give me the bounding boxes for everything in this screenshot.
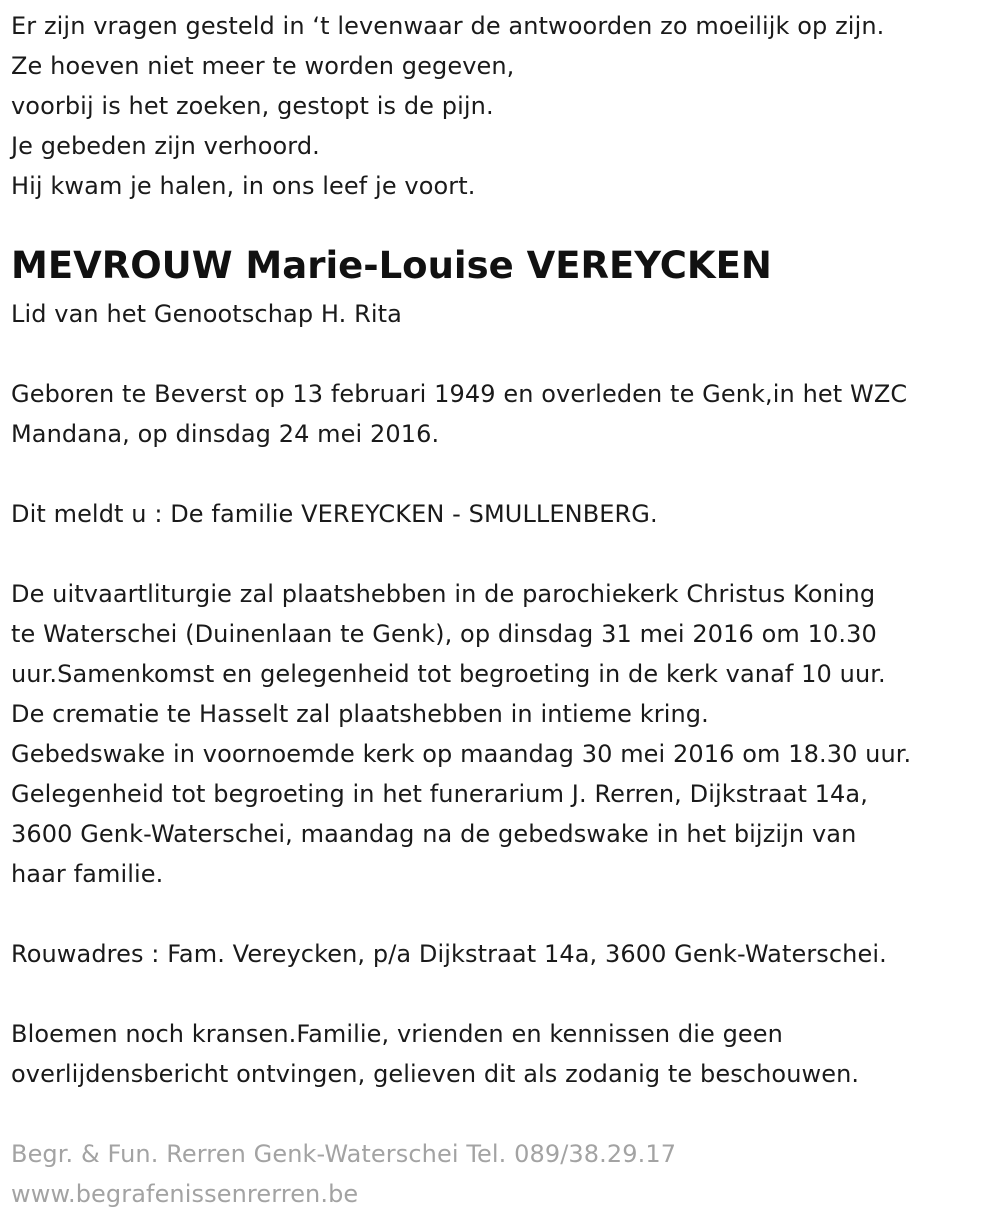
poem-line: voorbij is het zoeken, gestopt is de pijn. [11, 92, 494, 120]
poem-line: Ze hoeven niet meer te worden gegeven, [11, 52, 515, 80]
paragraph-line: Mandana, op dinsdag 24 mei 2016. [11, 420, 440, 448]
poem-line: Er zijn vragen gesteld in ‘t levenwaar de antwoorden zo moeilijk op zijn. [11, 12, 885, 40]
mourning-address-paragraph [11, 934, 887, 974]
deceased-name-heading: MEVROUW Marie-Louise VEREYCKEN [11, 244, 772, 287]
paragraph-line: uur.Samenkomst en gelegenheid tot begroeting in de kerk vanaf 10 uur. [11, 660, 886, 688]
undertaker-footer [11, 1134, 676, 1214]
paragraph-line: haar familie. [11, 860, 164, 888]
paragraph-line: Geboren te Beverst op 13 februari 1949 en overleden te Genk,in het WZC [11, 380, 908, 408]
undertaker-contact: Begr. & Fun. Rerren Genk-Waterschei Tel. 089/38.29.17 [11, 1140, 677, 1168]
membership-subtitle: Lid van het Genootschap H. Rita [11, 300, 402, 328]
paragraph-line: Bloemen noch kransen.Familie, vrienden en kennissen die geen [11, 1020, 783, 1048]
paragraph-line: 3600 Genk-Waterschei, maandag na de gebedswake in het bijzijn van [11, 820, 857, 848]
poem-line: Hij kwam je halen, in ons leef je voort. [11, 172, 476, 200]
paragraph-line: Gelegenheid tot begroeting in het funerarium J. Rerren, Dijkstraat 14a, [11, 780, 868, 808]
paragraph-line: De crematie te Hasselt zal plaatshebben in intieme kring. [11, 700, 709, 728]
paragraph-line: Gebedswake in voornoemde kerk op maandag 30 mei 2016 om 18.30 uur. [11, 740, 912, 768]
undertaker-website: www.begrafenissenrerren.be [11, 1180, 359, 1208]
birth-death-paragraph [11, 374, 907, 454]
paragraph-line: te Waterschei (Duinenlaan te Genk), op dinsdag 31 mei 2016 om 10.30 [11, 620, 877, 648]
paragraph-line: De uitvaartliturgie zal plaatshebben in de parochiekerk Christus Koning [11, 580, 876, 608]
announcement-paragraph [11, 494, 658, 534]
poem-line: Je gebeden zijn verhoord. [11, 132, 320, 160]
paragraph-line: Dit meldt u : De familie VEREYCKEN - SMULLENBERG. [11, 500, 658, 528]
paragraph-line: overlijdensbericht ontvingen, gelieven dit als zodanig te beschouwen. [11, 1060, 860, 1088]
flowers-paragraph [11, 1014, 859, 1094]
ceremony-paragraph [11, 574, 911, 894]
poem-block [11, 6, 884, 206]
paragraph-line: Rouwadres : Fam. Vereycken, p/a Dijkstraat 14a, 3600 Genk-Waterschei. [11, 940, 887, 968]
